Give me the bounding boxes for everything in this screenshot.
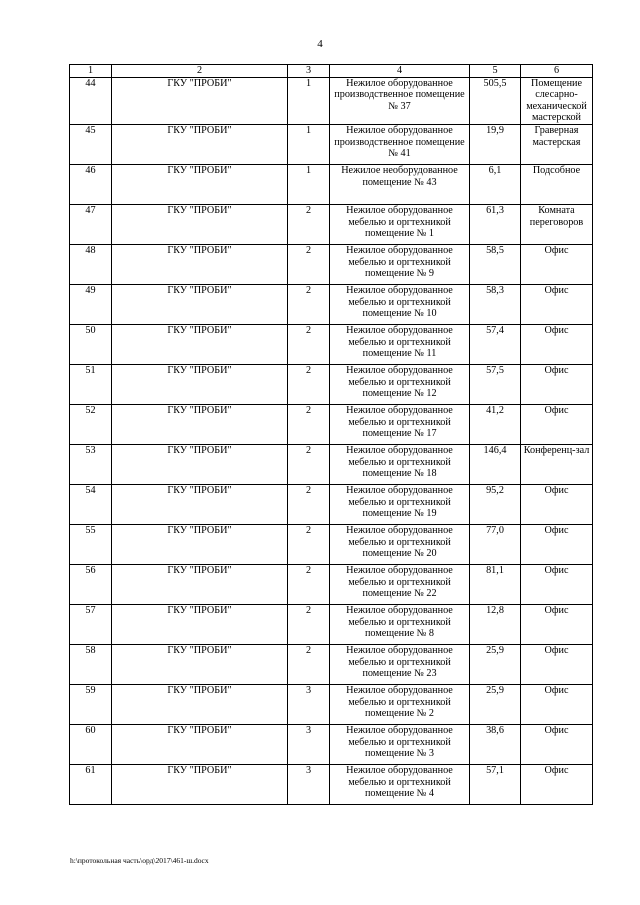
area-cell: 25,9 [470,684,521,724]
purpose-cell: Офис [521,724,593,764]
premises-description-cell: Нежилое оборудованное производственное помещение № 41 [330,124,470,164]
premises-table-body [70,65,593,805]
floor-cell: 1 [288,124,330,164]
organization-cell: ГКУ "ПРОБИ" [112,204,288,244]
premises-description-cell: Нежилое оборудованное мебелью и оргтехникой помещение № 20 [330,524,470,564]
organization-cell: ГКУ "ПРОБИ" [112,124,288,164]
table-row [70,284,593,324]
organization-cell: ГКУ "ПРОБИ" [112,77,288,124]
premises-description-cell: Нежилое оборудованное мебелью и оргтехникой помещение № 3 [330,724,470,764]
organization-cell: ГКУ "ПРОБИ" [112,644,288,684]
area-cell: 95,2 [470,484,521,524]
column-header: 4 [330,65,470,78]
column-header: 5 [470,65,521,78]
area-cell: 12,8 [470,604,521,644]
purpose-cell: Офис [521,324,593,364]
area-cell: 77,0 [470,524,521,564]
row-number-cell: 53 [70,444,112,484]
row-number-cell: 46 [70,164,112,204]
floor-cell: 3 [288,764,330,804]
row-number-cell: 51 [70,364,112,404]
table-row [70,524,593,564]
footer-file-path: h:\протокольная часть\орд\2017\461-ш.docx [70,856,209,865]
organization-cell: ГКУ "ПРОБИ" [112,484,288,524]
table-row [70,764,593,804]
row-number-cell: 48 [70,244,112,284]
organization-cell: ГКУ "ПРОБИ" [112,364,288,404]
purpose-cell: Офис [521,644,593,684]
organization-cell: ГКУ "ПРОБИ" [112,524,288,564]
area-cell: 61,3 [470,204,521,244]
floor-cell: 2 [288,204,330,244]
table-row [70,484,593,524]
premises-description-cell: Нежилое оборудованное мебелью и оргтехникой помещение № 18 [330,444,470,484]
row-number-cell: 45 [70,124,112,164]
row-number-cell: 44 [70,77,112,124]
organization-cell: ГКУ "ПРОБИ" [112,164,288,204]
area-cell: 38,6 [470,724,521,764]
purpose-cell: Граверная мастерская [521,124,593,164]
row-number-cell: 55 [70,524,112,564]
row-number-cell: 61 [70,764,112,804]
organization-cell: ГКУ "ПРОБИ" [112,564,288,604]
column-header: 3 [288,65,330,78]
floor-cell: 3 [288,724,330,764]
purpose-cell: Помещение слесарно-механической мастерской [521,77,593,124]
premises-description-cell: Нежилое необорудованное помещение № 43 [330,164,470,204]
purpose-cell: Офис [521,604,593,644]
row-number-cell: 50 [70,324,112,364]
floor-cell: 1 [288,77,330,124]
area-cell: 58,5 [470,244,521,284]
premises-description-cell: Нежилое оборудованное мебелью и оргтехникой помещение № 1 [330,204,470,244]
area-cell: 58,3 [470,284,521,324]
organization-cell: ГКУ "ПРОБИ" [112,444,288,484]
purpose-cell: Офис [521,564,593,604]
purpose-cell: Офис [521,484,593,524]
area-cell: 6,1 [470,164,521,204]
purpose-cell: Офис [521,284,593,324]
table-row [70,724,593,764]
floor-cell: 1 [288,164,330,204]
premises-table [69,64,593,805]
premises-description-cell: Нежилое оборудованное мебелью и оргтехникой помещение № 11 [330,324,470,364]
table-row [70,684,593,724]
premises-description-cell: Нежилое оборудованное мебелью и оргтехникой помещение № 9 [330,244,470,284]
table-row [70,404,593,444]
area-cell: 81,1 [470,564,521,604]
organization-cell: ГКУ "ПРОБИ" [112,764,288,804]
organization-cell: ГКУ "ПРОБИ" [112,604,288,644]
area-cell: 57,1 [470,764,521,804]
purpose-cell: Конференц-зал [521,444,593,484]
floor-cell: 2 [288,564,330,604]
premises-description-cell: Нежилое оборудованное мебелью и оргтехникой помещение № 17 [330,404,470,444]
purpose-cell: Офис [521,404,593,444]
floor-cell: 2 [288,644,330,684]
purpose-cell: Офис [521,364,593,404]
organization-cell: ГКУ "ПРОБИ" [112,684,288,724]
row-number-cell: 54 [70,484,112,524]
floor-cell: 3 [288,684,330,724]
table-row [70,364,593,404]
row-number-cell: 49 [70,284,112,324]
premises-description-cell: Нежилое оборудованное мебелью и оргтехникой помещение № 8 [330,604,470,644]
organization-cell: ГКУ "ПРОБИ" [112,404,288,444]
premises-description-cell: Нежилое оборудованное производственное помещение № 37 [330,77,470,124]
premises-description-cell: Нежилое оборудованное мебелью и оргтехникой помещение № 19 [330,484,470,524]
floor-cell: 2 [288,324,330,364]
area-cell: 505,5 [470,77,521,124]
floor-cell: 2 [288,444,330,484]
organization-cell: ГКУ "ПРОБИ" [112,284,288,324]
organization-cell: ГКУ "ПРОБИ" [112,724,288,764]
premises-description-cell: Нежилое оборудованное мебелью и оргтехникой помещение № 10 [330,284,470,324]
row-number-cell: 52 [70,404,112,444]
area-cell: 57,4 [470,324,521,364]
purpose-cell: Офис [521,244,593,284]
floor-cell: 2 [288,604,330,644]
table-row [70,77,593,124]
area-cell: 25,9 [470,644,521,684]
area-cell: 41,2 [470,404,521,444]
table-header-row [70,65,593,78]
column-header: 1 [70,65,112,78]
floor-cell: 2 [288,404,330,444]
table-row [70,124,593,164]
table-row [70,324,593,364]
organization-cell: ГКУ "ПРОБИ" [112,324,288,364]
table-row [70,644,593,684]
row-number-cell: 60 [70,724,112,764]
row-number-cell: 47 [70,204,112,244]
premises-description-cell: Нежилое оборудованное мебелью и оргтехникой помещение № 2 [330,684,470,724]
column-header: 2 [112,65,288,78]
premises-description-cell: Нежилое оборудованное мебелью и оргтехникой помещение № 23 [330,644,470,684]
floor-cell: 2 [288,244,330,284]
premises-description-cell: Нежилое оборудованное мебелью и оргтехникой помещение № 4 [330,764,470,804]
page-number: 4 [317,38,323,50]
organization-cell: ГКУ "ПРОБИ" [112,244,288,284]
table-row [70,204,593,244]
table-row [70,164,593,204]
floor-cell: 2 [288,484,330,524]
floor-cell: 2 [288,364,330,404]
area-cell: 57,5 [470,364,521,404]
table-row [70,564,593,604]
floor-cell: 2 [288,284,330,324]
area-cell: 19,9 [470,124,521,164]
row-number-cell: 59 [70,684,112,724]
table-row [70,244,593,284]
purpose-cell: Офис [521,524,593,564]
floor-cell: 2 [288,524,330,564]
purpose-cell: Офис [521,764,593,804]
row-number-cell: 56 [70,564,112,604]
table-row [70,444,593,484]
area-cell: 146,4 [470,444,521,484]
premises-description-cell: Нежилое оборудованное мебелью и оргтехникой помещение № 22 [330,564,470,604]
purpose-cell: Комната переговоров [521,204,593,244]
purpose-cell: Подсобное [521,164,593,204]
table-row [70,604,593,644]
column-header: 6 [521,65,593,78]
row-number-cell: 58 [70,644,112,684]
row-number-cell: 57 [70,604,112,644]
purpose-cell: Офис [521,684,593,724]
premises-description-cell: Нежилое оборудованное мебелью и оргтехникой помещение № 12 [330,364,470,404]
